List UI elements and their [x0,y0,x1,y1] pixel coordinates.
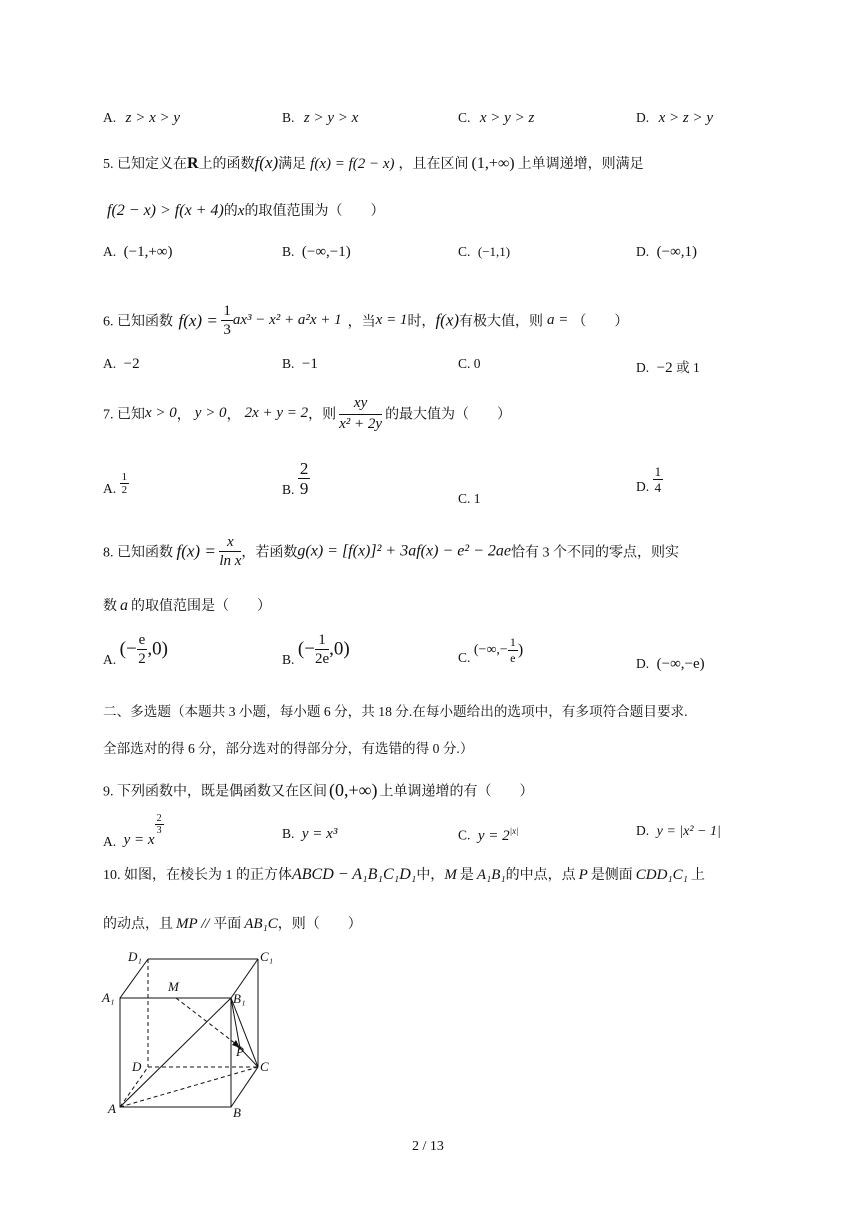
q10-plane: AB₁C [244,916,278,932]
page-number: 2 / 13 [412,1139,444,1154]
q9-number: 9. 下列函数中，既是偶函数又在区间 [103,784,327,800]
numerator: xy [339,394,382,415]
section-multi-choice-line1: 二、多选题（本题共 3 小题，每小题 6 分，共 18 分.在每小题给出的选项中，有多项符合题目要求. [103,704,688,719]
denominator: e [510,651,516,665]
option-expr: (−1,+∞) [123,244,173,260]
q8-text: 的取值范围是（ ） [131,599,271,614]
option-label: D. [636,823,650,838]
option-label: B. [282,244,295,259]
numerator: x [219,533,241,552]
q6-text: ，当 [347,314,376,330]
q5-text: ，且在区间 [398,157,469,172]
q4-option-a [103,110,180,127]
q10-text: 的动点，且 [103,917,173,932]
q10-cube-name: ABCD − A₁B₁C₁D₁ [292,866,417,883]
section-multi-choice-line2: 全部选对的得 6 分，部分选对的得部分分，有选错的得 0 分.） [103,741,474,756]
option-label: B. [282,482,295,497]
q7-sep: ， [226,407,241,423]
q5-text: 满足 [278,157,307,172]
option-label: D. [636,479,650,494]
q6-text: （ ） [572,314,629,330]
q10-number: 10. 如图，在棱长为 1 的正方体 [103,868,292,883]
option-tail: 或 1 [676,360,700,375]
q7-text: ，则 [308,407,337,423]
option-base: y = 2 [477,827,510,844]
q6-condition: x = 1 [375,312,408,328]
q8-line1 [103,533,679,570]
q5-line1 [103,153,644,173]
option-label: C. 0 [458,356,481,371]
q6-fraction [221,302,233,339]
q10-parallel: MP // [176,916,214,932]
denominator: 3 [223,322,231,338]
option-label: A. [103,834,117,849]
q6-fx: f(x) [435,310,460,330]
numerator: 1 [654,464,662,479]
q6-text: 有极大值，则 [459,314,544,330]
q6-a-equals: a = [547,312,569,328]
option-post: ,0) [147,638,168,660]
q4-option-d [636,110,713,127]
q9-option-a [103,813,164,850]
q8-option-a [103,631,168,668]
option-post: ) [517,641,524,659]
label-c: C [260,1059,269,1074]
q5-text: 的 [223,204,238,219]
option-expr: x > z > y [658,110,714,126]
q10-segment: A₁B₁ [476,867,506,883]
option-label: A. [103,356,117,371]
q5-inequality: f(2 − x) > f(x + 4) [107,202,224,219]
q7-number: 7. 已知 [103,407,145,423]
option-fraction [137,631,148,668]
numerator: 2 [299,459,309,478]
option-label: C. 1 [458,491,481,506]
q8-var: a [120,597,128,614]
label-b: B [233,1105,241,1120]
q8-text: ，若函数 [241,545,298,561]
q5-text: 的取值范围为（ ） [244,204,385,219]
q10-line1 [103,864,705,884]
q6-rhs: ax³ − x² + a²x + 1 [232,312,342,328]
q10-face: CDD₁C₁ [635,867,688,883]
option-label: A. [103,652,117,667]
denominator: 3 [156,825,162,836]
option-expr: x > y > z [479,110,535,126]
q7-option-c [458,491,481,508]
label-a: A [108,1101,116,1116]
denominator: 2 [138,651,146,667]
option-label: B. [282,652,295,667]
q7-text: 的最大值为（ ） [385,407,512,423]
option-fraction [298,459,311,498]
q10-text: 平面 [213,917,242,932]
label-d1: D₁ [128,949,142,964]
q6-lhs: f(x) = [178,310,218,330]
q9-option-b [282,826,337,843]
denominator: 4 [654,480,662,495]
option-label: A. [103,110,117,125]
option-label: B. [282,356,295,371]
option-expr: (−1,1) [477,244,511,259]
option-pre: (− [119,638,137,660]
option-label: D. [636,360,650,375]
q8-text: 恰有 3 个不同的零点，则实 [511,545,679,561]
q7-option-d [636,464,663,495]
label-d: D [132,1059,142,1074]
q8-option-d [636,656,705,673]
q9-option-d [636,823,721,840]
q6-option-c [458,356,481,373]
q10-text: 上 [690,868,705,883]
q8-lhs: f(x) = [176,541,216,561]
option-expr: y = |x² − 1| [656,824,721,839]
option-expr: y = x³ [301,826,338,842]
label-a1: A₁ [102,990,115,1005]
option-pre: (− [297,638,315,660]
q10-point-p: P [578,867,588,883]
q7-option-b [282,459,310,498]
q7-condition: 2x + y = 2 [244,405,309,421]
option-label: D. [636,244,650,259]
option-label: C. [458,244,471,259]
numerator: 1 [509,635,516,649]
q5-option-d [636,244,697,261]
q5-text: 上单调递增，则满足 [517,157,644,172]
q7-fraction [339,394,382,433]
q6-option-b [282,356,318,373]
option-fraction [120,471,130,497]
q5-equation: f(x) = f(2 − x) [310,156,395,172]
numerator: 1 [121,471,128,483]
denominator: x² + 2y [339,416,383,432]
option-expr: z > x > y [125,110,181,126]
option-fraction [653,464,664,495]
option-fraction [315,631,329,668]
label-p: P [236,1044,244,1059]
label-b1: B₁ [233,991,246,1006]
q7-condition: x > 0 [145,405,177,421]
option-post: ,0) [329,638,350,660]
q6-text: 时， [407,314,436,330]
option-expr: −1 [301,356,318,372]
q9-option-c [458,826,519,845]
q10-text: ，则（ ） [277,917,362,932]
q9-text: 上单调递增的有（ ） [379,784,534,800]
option-pre: (−∞,− [473,642,508,658]
numerator: e [138,632,146,648]
option-label: B. [282,110,295,125]
q10-text: 的中点，点 [505,868,576,883]
option-label: B. [282,826,295,841]
q5-line2 [107,200,384,220]
q8-fraction [219,533,241,570]
option-label: A. [103,481,117,496]
q6-option-a [103,356,140,373]
option-label: C. [458,827,471,843]
q6-number: 6. 已知函数 [103,314,173,330]
q4-option-c [458,110,534,127]
q7-condition: y > 0 [194,405,227,421]
q6-line [103,302,628,339]
q5-option-b [282,244,351,261]
option-label: D. [636,656,650,671]
q10-text: 是侧面 [590,868,633,883]
option-expr: (−∞,−e) [656,656,705,672]
option-label: C. [458,110,471,125]
denominator: ln x [219,553,242,569]
q4-option-b [282,110,358,127]
numerator: 1 [315,631,329,650]
label-c1: C₁ [260,949,274,964]
q9-interval: (0,+∞) [329,780,378,800]
option-exponent: |x| [509,826,519,836]
q5-number: 5. 已知定义在 [103,157,187,172]
q7-sep: ， [176,407,191,423]
q8-number: 8. 已知函数 [103,545,173,561]
q5-option-a [103,244,172,261]
q5-var: x [237,203,245,219]
option-base: y = x [123,832,155,848]
q7-line [103,394,511,433]
q5-fx: f(x) [254,153,279,172]
q7-option-a [103,471,129,497]
option-expr: (−∞,−1) [301,244,351,260]
label-m: M [168,979,179,994]
option-fraction [508,635,518,666]
q8-option-c [458,635,523,666]
q10-line2 [103,913,362,933]
q8-g-function: g(x) = [f(x)]² + 3af(x) − e² − 2ae [297,542,511,560]
option-label: C. [458,650,471,665]
q6-option-d [636,356,700,377]
q10-point-m: M [444,867,457,883]
denominator: 2 [121,484,128,496]
real-set-symbol: R [187,155,199,172]
q8-line2 [103,595,271,615]
q9-line [103,780,533,801]
numerator: 2 [156,813,162,824]
numerator: 1 [223,303,231,319]
q5-option-c [458,244,510,261]
option-label: A. [103,244,117,259]
q10-text: 中， [416,868,445,883]
option-expr: −2 [123,356,140,372]
option-exponent [155,813,164,836]
denominator: 2e [314,651,330,667]
q8-text: 数 [103,599,117,614]
option-expr: −2 [656,360,673,376]
option-expr: z > y > x [303,110,359,126]
denominator: 9 [299,479,309,498]
q5-text: 上的函数 [198,157,255,172]
q10-text: 是 [459,868,474,883]
cube-figure [100,945,280,1125]
option-expr: (−∞,1) [656,244,698,260]
q5-interval: (1,+∞) [471,155,515,172]
q8-option-b [282,631,350,668]
option-label: D. [636,110,650,125]
